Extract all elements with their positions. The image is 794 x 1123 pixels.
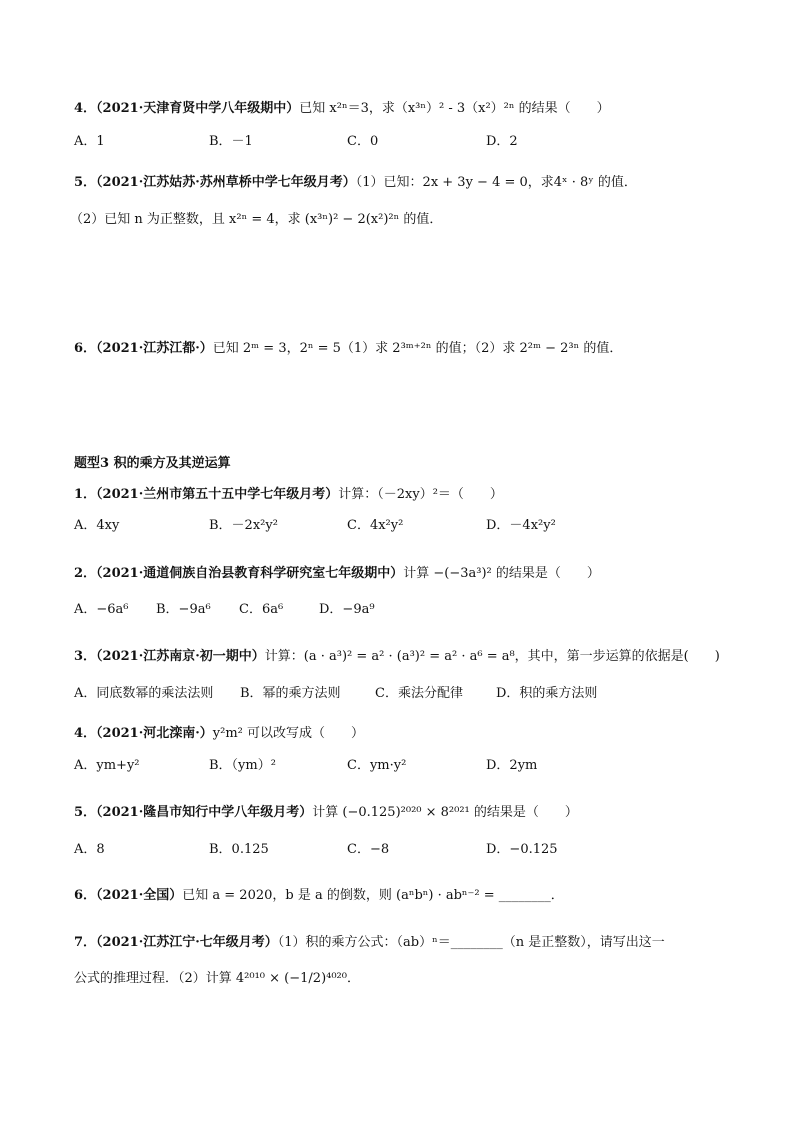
question-number: 2． bbox=[74, 566, 97, 581]
option-d: D．2ym bbox=[486, 758, 538, 773]
section-title: 题型3 积的乘方及其逆运算 bbox=[74, 456, 231, 471]
question-7-part-2: 公式的推理过程．（2）计算 4²⁰¹⁰ × (−1/2)⁴⁰²⁰． bbox=[74, 971, 360, 986]
option-c: C．0 bbox=[347, 134, 379, 149]
question-source: （2021·天津育贤中学八年级期中） bbox=[96, 101, 300, 116]
question-source: （2021·江苏江宁·七年级月考） bbox=[96, 935, 278, 950]
question-text: 计算：（－2xy）²＝（ ） bbox=[338, 487, 503, 502]
question-text: 已知 2ᵐ = 3，2ⁿ = 5（1）求 2³ᵐ⁺²ⁿ 的值；（2）求 2²ᵐ − 2³ⁿ 的值． bbox=[212, 341, 623, 356]
question-number: 4． bbox=[74, 726, 97, 741]
option-b: B．（ym）² bbox=[209, 758, 276, 773]
option-d: D．积的乘方法则 bbox=[496, 686, 598, 701]
question-text: （1）已知：2x + 3y − 4 = 0，求4ˣ · 8ʸ 的值． bbox=[355, 175, 637, 190]
question-number: 5． bbox=[74, 805, 97, 820]
option-a: A．1 bbox=[74, 134, 105, 149]
option-c: C．乘法分配律 bbox=[375, 686, 463, 701]
option-d: D．−9a⁹ bbox=[319, 602, 375, 617]
option-a: A．8 bbox=[74, 842, 105, 857]
question-source: （2021·江苏南京·初一期中） bbox=[96, 649, 265, 664]
option-c: C．ym·y² bbox=[347, 758, 407, 773]
option-a: A．4xy bbox=[74, 518, 120, 533]
question-source: （2021·通道侗族自治县教育科学研究室七年级期中） bbox=[96, 566, 404, 581]
question-source: （2021·江苏姑苏·苏州草桥中学七年级月考） bbox=[96, 175, 356, 190]
option-b: B．0.125 bbox=[209, 842, 269, 857]
question-7 bbox=[74, 934, 665, 952]
option-b: B．－2x²y² bbox=[209, 518, 278, 533]
question-number: 6． bbox=[74, 341, 97, 356]
question-number: 6． bbox=[74, 888, 97, 903]
option-b: B．−9a⁶ bbox=[156, 602, 211, 617]
question-number: 4． bbox=[74, 101, 97, 116]
option-c: C．4x²y² bbox=[347, 518, 404, 533]
question-number: 1． bbox=[74, 487, 97, 502]
option-a: A．同底数幂的乘法法则 bbox=[74, 686, 214, 701]
question-5 bbox=[74, 804, 578, 822]
question-4 bbox=[74, 725, 364, 743]
question-text: y²m² 可以改写成（ ） bbox=[212, 726, 365, 741]
option-a: A．−6a⁶ bbox=[74, 602, 129, 617]
option-d: D．－4x²y² bbox=[486, 518, 556, 533]
question-text: （1）积的乘方公式：（ab）ⁿ＝________（n 是正整数），请写出这一 bbox=[277, 935, 665, 950]
question-source: （2021·河北滦南·） bbox=[96, 726, 213, 741]
option-c: C．6a⁶ bbox=[239, 602, 284, 617]
question-3 bbox=[74, 648, 720, 666]
question-1 bbox=[74, 486, 503, 504]
question-source: （2021·全国） bbox=[96, 888, 183, 903]
question-5 bbox=[74, 174, 637, 192]
question-5-part-2: （2）已知 n 为正整数，且 x²ⁿ = 4，求 (x³ⁿ)² − 2(x²)²ⁿ 的值． bbox=[70, 212, 443, 227]
question-text: 已知 x²ⁿ＝3，求（x³ⁿ）² - 3（x²）²ⁿ 的结果（ ） bbox=[299, 101, 610, 116]
question-text: 计算：(a · a³)² = a² · (a³)² = a² · a⁶ = a⁸，其中，第一步运算的依据是( ) bbox=[264, 649, 720, 664]
question-number: 7． bbox=[74, 935, 97, 950]
option-d: D．−0.125 bbox=[486, 842, 558, 857]
question-4 bbox=[74, 100, 610, 118]
option-b: B．－1 bbox=[209, 134, 253, 149]
question-2 bbox=[74, 565, 600, 583]
question-number: 3． bbox=[74, 649, 97, 664]
question-source: （2021·隆昌市知行中学八年级月考） bbox=[96, 805, 313, 820]
question-text: 计算 −(−3a³)² 的结果是（ ） bbox=[403, 566, 600, 581]
question-source: （2021·江苏江都·） bbox=[96, 341, 213, 356]
question-6 bbox=[74, 887, 564, 905]
question-text: 计算 (−0.125)²⁰²⁰ × 8²⁰²¹ 的结果是（ ） bbox=[312, 805, 578, 820]
option-a: A．ym+y² bbox=[74, 758, 140, 773]
question-text: 已知 a = 2020，b 是 a 的倒数，则 (aⁿbⁿ) · abⁿ⁻² = ________． bbox=[182, 888, 564, 903]
option-c: C．−8 bbox=[347, 842, 390, 857]
question-6 bbox=[74, 340, 622, 358]
option-b: B．幂的乘方法则 bbox=[240, 686, 341, 701]
question-source: （2021·兰州市第五十五中学七年级月考） bbox=[96, 487, 339, 502]
option-d: D．2 bbox=[486, 134, 518, 149]
question-number: 5． bbox=[74, 175, 97, 190]
